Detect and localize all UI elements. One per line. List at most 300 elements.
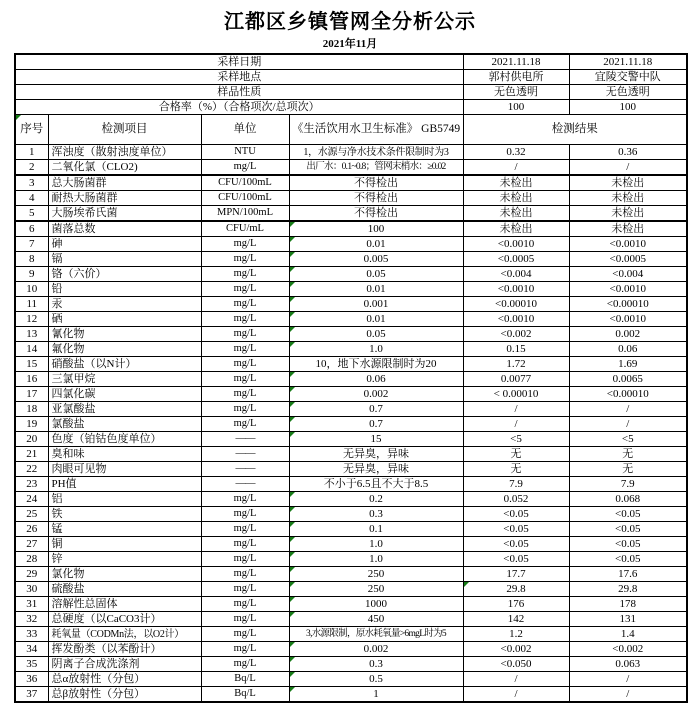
- row-unit: [201, 145, 289, 160]
- row-standard: [289, 627, 463, 642]
- row-seq-text: 37: [26, 687, 38, 700]
- comment-marker-icon: [290, 402, 295, 407]
- row-result-site1-text: 无: [510, 447, 522, 460]
- row-standard-text: 3,水源限制，原水耗氧量>6mgL时为5: [306, 628, 446, 639]
- comment-marker-icon: [290, 687, 295, 692]
- col-header-seq: [15, 115, 48, 145]
- row-standard-text: 不得检出: [354, 191, 398, 204]
- row-item: [48, 477, 201, 492]
- row-standard: [289, 447, 463, 462]
- row-seq-text: 27: [26, 537, 38, 550]
- row-item: [48, 612, 201, 627]
- row-unit: [201, 492, 289, 507]
- row-standard-text: 0.2: [369, 492, 383, 505]
- info-row-sample-nature: [15, 85, 687, 100]
- row-result-site2: [569, 417, 687, 432]
- row-result-site1: [463, 282, 569, 297]
- row-standard: [289, 477, 463, 492]
- row-result-site2: [569, 447, 687, 462]
- row-unit: [201, 387, 289, 402]
- row-result-site2: [569, 372, 687, 387]
- row-seq: [15, 477, 48, 492]
- row-item-text: 大肠埃希氏菌: [51, 206, 118, 219]
- row-result-site2: [569, 357, 687, 372]
- row-unit-text: ——: [235, 463, 255, 475]
- row-standard-text: 450: [367, 612, 385, 625]
- table-row: [15, 657, 687, 672]
- row-seq-text: 1: [29, 145, 35, 158]
- info-row-sample-date: [15, 54, 687, 70]
- row-standard: [289, 492, 463, 507]
- row-result-site1-text: 142: [507, 612, 525, 625]
- row-item: [48, 597, 201, 612]
- row-seq-text: 24: [26, 492, 38, 505]
- row-result-site1-text: 7.9: [509, 477, 523, 490]
- row-unit: [201, 312, 289, 327]
- row-result-site1: [463, 417, 569, 432]
- row-result-site2: [569, 507, 687, 522]
- table-row: [15, 537, 687, 552]
- row-result-site1-text: 无: [510, 462, 522, 475]
- row-result-site1: [463, 552, 569, 567]
- row-seq: [15, 267, 48, 282]
- row-unit-text: mg/L: [233, 658, 257, 670]
- comment-marker-icon: [290, 567, 295, 572]
- row-seq-text: 32: [26, 612, 38, 625]
- row-standard-text: 250: [367, 582, 385, 595]
- row-result-site1: [463, 537, 569, 552]
- row-result-site2: [569, 387, 687, 402]
- info-label: 采样地点: [15, 70, 463, 85]
- row-unit: [201, 282, 289, 297]
- row-seq: [15, 402, 48, 417]
- row-result-site2-text: /: [626, 672, 630, 685]
- row-standard: [289, 191, 463, 206]
- table-row: [15, 387, 687, 402]
- row-seq-text: 6: [29, 222, 35, 235]
- row-standard: [289, 206, 463, 222]
- row-item-text: 汞: [51, 297, 63, 310]
- row-item-text: 硫酸盐: [51, 582, 85, 595]
- row-standard: [289, 507, 463, 522]
- row-result-site1-text: 未检出: [499, 176, 533, 189]
- row-unit: [201, 252, 289, 267]
- row-standard-text: 1，水源与净水技术条件限制时为3: [303, 146, 449, 158]
- comment-marker-icon: [290, 342, 295, 347]
- row-result-site2: [569, 582, 687, 597]
- row-result-site2-text: 0.002: [615, 327, 641, 340]
- row-result-site1: [463, 432, 569, 447]
- row-seq: [15, 627, 48, 642]
- comment-marker-icon: [16, 115, 21, 120]
- row-standard-text: 不得检出: [354, 176, 398, 189]
- row-seq: [15, 282, 48, 297]
- row-seq: [15, 387, 48, 402]
- row-seq: [15, 372, 48, 387]
- row-result-site2: [569, 627, 687, 642]
- row-result-site1-text: 0.0077: [500, 372, 532, 385]
- row-unit: [201, 417, 289, 432]
- row-standard: [289, 642, 463, 657]
- row-standard-text: 0.01: [366, 237, 386, 250]
- comment-marker-icon: [290, 372, 295, 377]
- row-result-site1-text: <0.002: [500, 327, 532, 340]
- row-result-site1-text: 0.32: [506, 145, 526, 158]
- row-item: [48, 567, 201, 582]
- row-result-site2: [569, 206, 687, 222]
- row-unit-text: ——: [235, 433, 255, 445]
- row-result-site2-text: 178: [619, 597, 636, 610]
- row-result-site1-text: <0.0010: [497, 282, 535, 295]
- row-seq-text: 31: [26, 597, 38, 610]
- row-result-site2-text: <0.00010: [606, 297, 649, 310]
- row-item-text: 氰化物: [51, 327, 85, 340]
- row-seq: [15, 312, 48, 327]
- row-seq-text: 22: [26, 462, 38, 475]
- row-seq: [15, 160, 48, 176]
- table-row: [15, 206, 687, 222]
- row-unit: [201, 175, 289, 191]
- row-result-site2-text: 17.6: [618, 567, 638, 580]
- row-standard: [289, 687, 463, 703]
- row-result-site2-text: <0.05: [615, 507, 641, 520]
- table-row: [15, 582, 687, 597]
- row-result-site1-text: < 0.00010: [493, 387, 539, 400]
- row-result-site1-text: 未检出: [499, 222, 533, 235]
- row-result-site1-text: <0.0010: [497, 312, 535, 325]
- row-unit: [201, 612, 289, 627]
- row-unit-text: mg/L: [233, 568, 257, 580]
- comment-marker-icon: [290, 522, 295, 527]
- row-seq: [15, 522, 48, 537]
- comment-marker-icon: [290, 312, 295, 317]
- row-result-site2: [569, 191, 687, 206]
- row-standard: [289, 327, 463, 342]
- row-standard-text: 无异臭，异味: [343, 462, 409, 475]
- row-item-text: 臭和味: [51, 447, 85, 460]
- row-standard: [289, 402, 463, 417]
- row-standard: [289, 237, 463, 252]
- row-standard-text: 0.002: [363, 387, 389, 400]
- row-result-site2-text: 131: [619, 612, 636, 625]
- row-item-text: 二氧化氯（CLO2): [51, 160, 138, 173]
- row-unit: [201, 447, 289, 462]
- col-header-result: 检测结果: [463, 115, 687, 145]
- row-result-site1: [463, 402, 569, 417]
- row-standard: [289, 312, 463, 327]
- row-seq-text: 26: [26, 522, 38, 535]
- table-row: [15, 552, 687, 567]
- row-unit-text: mg/L: [233, 493, 257, 505]
- page-title: 江都区乡镇管网全分析公示: [224, 11, 476, 33]
- data-section: [15, 145, 687, 703]
- row-unit-text: mg/L: [233, 613, 257, 625]
- row-unit-text: mg/L: [233, 538, 257, 550]
- row-seq-text: 11: [26, 297, 38, 310]
- row-result-site2-text: <0.0010: [609, 312, 646, 325]
- row-item-text: 锰: [51, 522, 63, 535]
- row-result-site2-text: 未检出: [611, 176, 645, 189]
- row-item: [48, 237, 201, 252]
- row-seq-text: 2: [29, 160, 35, 173]
- row-result-site1-text: 1.72: [506, 357, 526, 370]
- row-standard-text: 0.1: [369, 522, 383, 535]
- row-standard-text: 0.002: [363, 642, 389, 655]
- table-row: [15, 522, 687, 537]
- comment-marker-icon: [290, 582, 295, 587]
- row-result-site1: [463, 206, 569, 222]
- row-result-site1-text: <0.0005: [497, 252, 535, 265]
- info-value-site2: 2021.11.18: [569, 54, 687, 70]
- row-item: [48, 522, 201, 537]
- row-result-site1: [463, 522, 569, 537]
- row-unit: [201, 402, 289, 417]
- row-result-site2: [569, 252, 687, 267]
- row-result-site2: [569, 672, 687, 687]
- table-row: [15, 237, 687, 252]
- row-seq-text: 16: [26, 372, 38, 385]
- row-result-site2-text: 无: [622, 462, 634, 475]
- row-result-site1: [463, 447, 569, 462]
- row-seq: [15, 642, 48, 657]
- row-seq-text: 3: [29, 176, 35, 189]
- row-unit: [201, 627, 289, 642]
- row-standard-text: 15: [370, 432, 382, 445]
- row-item: [48, 492, 201, 507]
- row-result-site2: [569, 597, 687, 612]
- table-row: [15, 612, 687, 627]
- row-seq-text: 30: [26, 582, 38, 595]
- row-result-site1: [463, 297, 569, 312]
- row-result-site2-text: 7.9: [620, 477, 635, 490]
- row-result-site1-text: 29.8: [506, 582, 526, 595]
- row-item: [48, 267, 201, 282]
- row-item-text: 铬（六价）: [51, 267, 107, 280]
- row-item: [48, 672, 201, 687]
- row-result-site1-text: 1.2: [509, 627, 523, 640]
- row-seq-text: 25: [26, 507, 38, 520]
- row-result-site1-text: <0.05: [503, 537, 529, 550]
- row-result-site2-text: 1.69: [618, 357, 638, 370]
- row-result-site1-text: <0.050: [500, 657, 532, 670]
- row-unit: [201, 267, 289, 282]
- row-result-site1-text: /: [514, 402, 518, 415]
- table-row: [15, 342, 687, 357]
- row-result-site1-text: 0.052: [503, 492, 529, 505]
- row-unit: [201, 522, 289, 537]
- row-result-site2-text: 0.068: [615, 492, 641, 505]
- row-result-site1: [463, 612, 569, 627]
- table-row: [15, 447, 687, 462]
- row-seq-text: 33: [26, 627, 38, 640]
- row-result-site1: [463, 175, 569, 191]
- row-item-text: 浑浊度（散射浊度单位）: [51, 145, 173, 158]
- row-unit: [201, 597, 289, 612]
- row-result-site2-text: /: [626, 402, 630, 415]
- comment-marker-icon: [290, 642, 295, 647]
- row-result-site2-text: 无: [622, 447, 634, 460]
- comment-marker-icon: [290, 222, 295, 227]
- row-seq-text: 35: [26, 657, 38, 670]
- row-item-text: 总α放射性（分包）: [51, 672, 146, 685]
- row-unit-text: mg/L: [233, 358, 257, 370]
- row-result-site2: [569, 221, 687, 237]
- row-standard-text: 250: [367, 567, 385, 580]
- row-standard: [289, 342, 463, 357]
- row-unit: [201, 357, 289, 372]
- row-item: [48, 327, 201, 342]
- row-unit-text: mg/L: [233, 161, 257, 173]
- row-result-site2: [569, 312, 687, 327]
- table-row: [15, 492, 687, 507]
- row-result-site2: [569, 522, 687, 537]
- row-unit-text: mg/L: [233, 508, 257, 520]
- row-unit: [201, 372, 289, 387]
- row-seq: [15, 492, 48, 507]
- row-result-site2: [569, 552, 687, 567]
- row-item: [48, 372, 201, 387]
- row-standard-text: 0.05: [366, 327, 386, 340]
- table-row: [15, 297, 687, 312]
- row-item-text: 硝酸盐（以N计）: [51, 357, 137, 370]
- info-row-sample-location: [15, 70, 687, 85]
- row-item: [48, 297, 201, 312]
- row-item: [48, 312, 201, 327]
- row-unit: [201, 297, 289, 312]
- info-label: 样品性质: [15, 85, 463, 100]
- row-unit: [201, 160, 289, 176]
- row-unit: [201, 221, 289, 237]
- row-unit: [201, 552, 289, 567]
- row-result-site1: [463, 462, 569, 477]
- row-standard-text: 0.06: [366, 372, 386, 385]
- row-seq: [15, 191, 48, 206]
- row-seq-text: 13: [26, 327, 38, 340]
- info-value-site1: 无色透明: [463, 85, 569, 100]
- row-standard: [289, 252, 463, 267]
- table-row: [15, 642, 687, 657]
- row-result-site1: [463, 342, 569, 357]
- row-standard-text: 1000: [365, 597, 387, 610]
- row-result-site2-text: <0.0010: [609, 282, 646, 295]
- table-row: [15, 145, 687, 160]
- row-result-site2-text: 0.0065: [612, 372, 643, 385]
- info-value-site2: 无色透明: [569, 85, 687, 100]
- table-row: [15, 417, 687, 432]
- row-seq-text: 29: [26, 567, 38, 580]
- row-result-site2-text: <0.05: [615, 537, 641, 550]
- table-row: [15, 312, 687, 327]
- row-result-site2-text: <0.00010: [606, 387, 649, 400]
- row-item: [48, 582, 201, 597]
- row-item-text: 四氯化碳: [51, 387, 96, 400]
- row-unit-text: mg/L: [233, 238, 257, 250]
- row-seq: [15, 597, 48, 612]
- row-seq: [15, 672, 48, 687]
- row-item-text: 亚氯酸盐: [51, 402, 96, 415]
- row-item-text: 镉: [51, 252, 63, 265]
- row-item: [48, 552, 201, 567]
- comment-marker-icon: [290, 282, 295, 287]
- comment-marker-icon: [290, 537, 295, 542]
- row-result-site2: [569, 432, 687, 447]
- page-subtitle: 2021年11月: [322, 38, 378, 50]
- row-unit-text: mg/L: [233, 643, 257, 655]
- row-result-site2: [569, 342, 687, 357]
- comment-marker-icon: [290, 267, 295, 272]
- table-row: [15, 567, 687, 582]
- row-result-site1-text: 0.15: [506, 342, 526, 355]
- row-item-text: 肉眼可见物: [51, 462, 107, 475]
- row-seq-text: 15: [26, 357, 38, 370]
- row-unit-text: ——: [235, 478, 255, 490]
- row-seq-text: 20: [26, 432, 38, 445]
- row-seq: [15, 221, 48, 237]
- table-row: [15, 597, 687, 612]
- row-unit-text: CFU/100mL: [218, 177, 272, 189]
- row-seq: [15, 342, 48, 357]
- row-result-site2-text: <0.004: [612, 267, 644, 280]
- row-result-site1: [463, 582, 569, 597]
- row-result-site1: [463, 327, 569, 342]
- row-unit: [201, 477, 289, 492]
- col-header-unit: 单位: [201, 115, 289, 145]
- table-row: [15, 357, 687, 372]
- row-result-site1: [463, 145, 569, 160]
- row-result-site1: [463, 657, 569, 672]
- row-standard-text: 10，地下水源限制时为20: [315, 357, 437, 370]
- row-result-site2: [569, 237, 687, 252]
- row-item: [48, 507, 201, 522]
- row-standard-text: 1.0: [369, 552, 383, 565]
- table-row: [15, 221, 687, 237]
- row-item-text: 溶解性总固体: [51, 597, 118, 610]
- row-seq-text: 34: [26, 642, 38, 655]
- row-unit-text: NTU: [234, 146, 256, 158]
- row-item: [48, 191, 201, 206]
- row-result-site1: [463, 627, 569, 642]
- row-result-site1-text: <0.0010: [497, 237, 535, 250]
- row-result-site1-text: /: [514, 417, 518, 430]
- row-item: [48, 657, 201, 672]
- table-row: [15, 327, 687, 342]
- row-item-text: 总大肠菌群: [51, 176, 107, 189]
- row-item: [48, 627, 201, 642]
- row-standard-text: 不小于6.5且不大于8.5: [323, 477, 429, 490]
- row-result-site1: [463, 267, 569, 282]
- row-result-site2-text: 未检出: [611, 191, 645, 204]
- row-unit-text: CFU/100mL: [218, 192, 272, 204]
- row-unit: [201, 462, 289, 477]
- row-result-site1: [463, 357, 569, 372]
- row-seq-text: 18: [26, 402, 38, 415]
- row-result-site2: [569, 657, 687, 672]
- row-standard-text: 0.5: [369, 672, 383, 685]
- row-seq: [15, 237, 48, 252]
- row-item: [48, 206, 201, 222]
- row-result-site2: [569, 267, 687, 282]
- row-unit: [201, 342, 289, 357]
- row-seq: [15, 657, 48, 672]
- row-seq: [15, 297, 48, 312]
- row-result-site2-text: 未检出: [611, 222, 645, 235]
- row-result-site1: [463, 567, 569, 582]
- row-standard: [289, 417, 463, 432]
- row-result-site1: [463, 642, 569, 657]
- row-standard-text: 0.3: [369, 657, 383, 670]
- row-seq: [15, 417, 48, 432]
- comment-marker-icon: [290, 492, 295, 497]
